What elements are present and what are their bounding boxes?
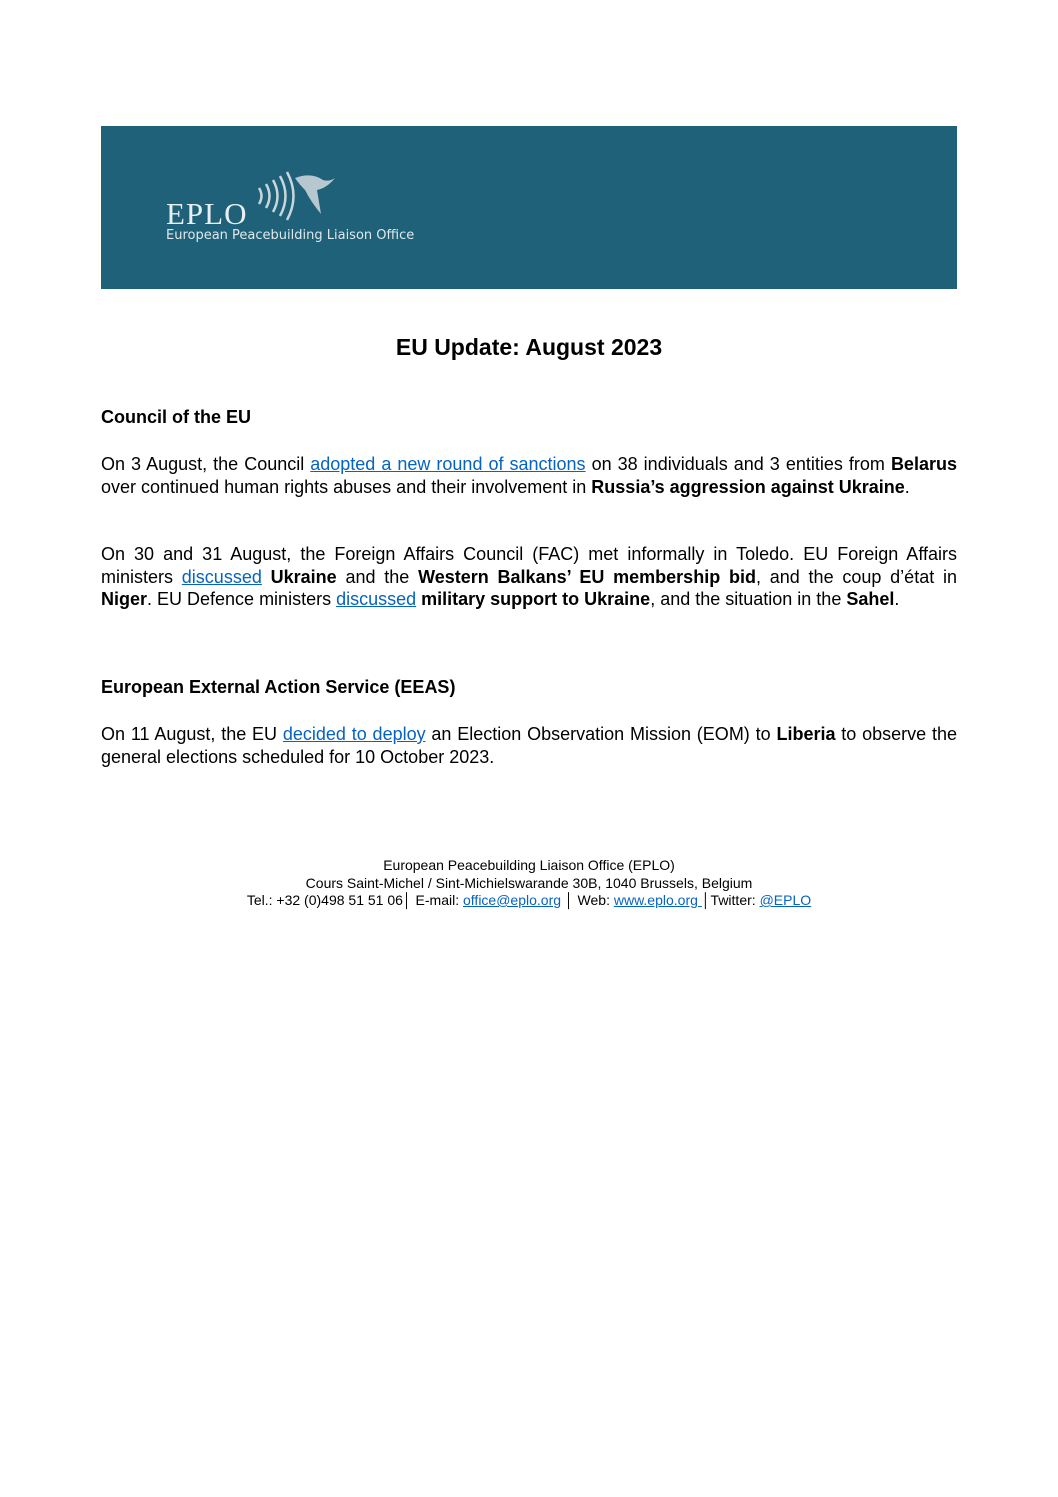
bold-belarus: Belarus xyxy=(890,454,957,474)
separator: │ xyxy=(402,892,412,908)
logo-text: EPLO xyxy=(166,196,248,231)
bold-western-balkans: Western Balkans’ EU membership bid xyxy=(418,566,756,587)
footer-address: Cours Saint-Michel / Sint-Michielswarande 30B, 1040 Brussels, Belgium xyxy=(305,874,753,891)
council-paragraph-1 xyxy=(101,453,957,498)
bold-sahel: Sahel xyxy=(846,589,895,609)
council-paragraph-2 xyxy=(101,543,957,611)
footer xyxy=(0,857,1058,910)
separator: │ xyxy=(701,892,711,908)
text: over continued human rights abuses and their involvement in xyxy=(101,476,592,497)
section-heading-eeas: European External Action Service (EEAS) xyxy=(101,677,456,697)
web-link[interactable]: www.eplo.org xyxy=(613,892,702,908)
link-discussed-fac[interactable]: discussed xyxy=(181,566,262,587)
bold-niger: Niger xyxy=(101,589,148,609)
bold-russia-aggression: Russia’s aggression against Ukraine xyxy=(591,476,905,497)
document-title: EU Update: August 2023 xyxy=(395,334,663,360)
separator: │ xyxy=(561,892,578,908)
text: . EU Defence ministers xyxy=(147,589,337,609)
logo-subtitle: European Peacebuilding Liaison Office xyxy=(166,228,415,243)
text xyxy=(262,567,271,587)
twitter-label: Twitter: xyxy=(710,892,760,908)
text: to observe the general elections scheduled for 10 October 2023. xyxy=(101,724,958,767)
bold-ukraine: Ukraine xyxy=(270,566,337,587)
text: . xyxy=(894,589,900,609)
bold-military-support: military support to Ukraine xyxy=(421,589,651,609)
footer-org-name: European Peacebuilding Liaison Office (EPLO) xyxy=(383,857,675,873)
footer-contact-line xyxy=(0,892,1058,910)
bold-liberia: Liberia xyxy=(776,724,836,744)
link-decided-to-deploy[interactable]: decided to deploy xyxy=(282,724,426,744)
section-heading-council: Council of the EU xyxy=(101,407,251,427)
text: . xyxy=(904,476,910,497)
eeas-paragraph-1 xyxy=(101,723,957,768)
header-banner xyxy=(101,126,957,289)
email-label: E-mail: xyxy=(411,892,463,908)
text: , and the situation in the xyxy=(650,589,847,609)
text: On 11 August, the EU xyxy=(101,724,283,744)
email-link[interactable]: office@eplo.org xyxy=(463,892,562,908)
link-discussed-defence[interactable]: discussed xyxy=(336,589,417,609)
footer-tel: Tel.: +32 (0)498 51 51 06 xyxy=(246,892,403,908)
text: on 38 individuals and 3 entities from xyxy=(585,454,891,474)
text: , and the coup d’état in xyxy=(755,566,957,587)
text: On 30 and 31 August, the Foreign Affairs Council (FAC) met informally in Toledo. EU Foreign Affairs ministers xyxy=(101,544,957,587)
text: an Election Observation Mission (EOM) to xyxy=(425,724,777,744)
twitter-link[interactable]: @EPLO xyxy=(759,892,812,908)
web-label: Web: xyxy=(577,892,614,908)
text: and the xyxy=(336,566,419,587)
text: On 3 August, the Council xyxy=(101,454,311,474)
link-adopted-sanctions[interactable]: adopted a new round of sanctions xyxy=(310,454,586,474)
